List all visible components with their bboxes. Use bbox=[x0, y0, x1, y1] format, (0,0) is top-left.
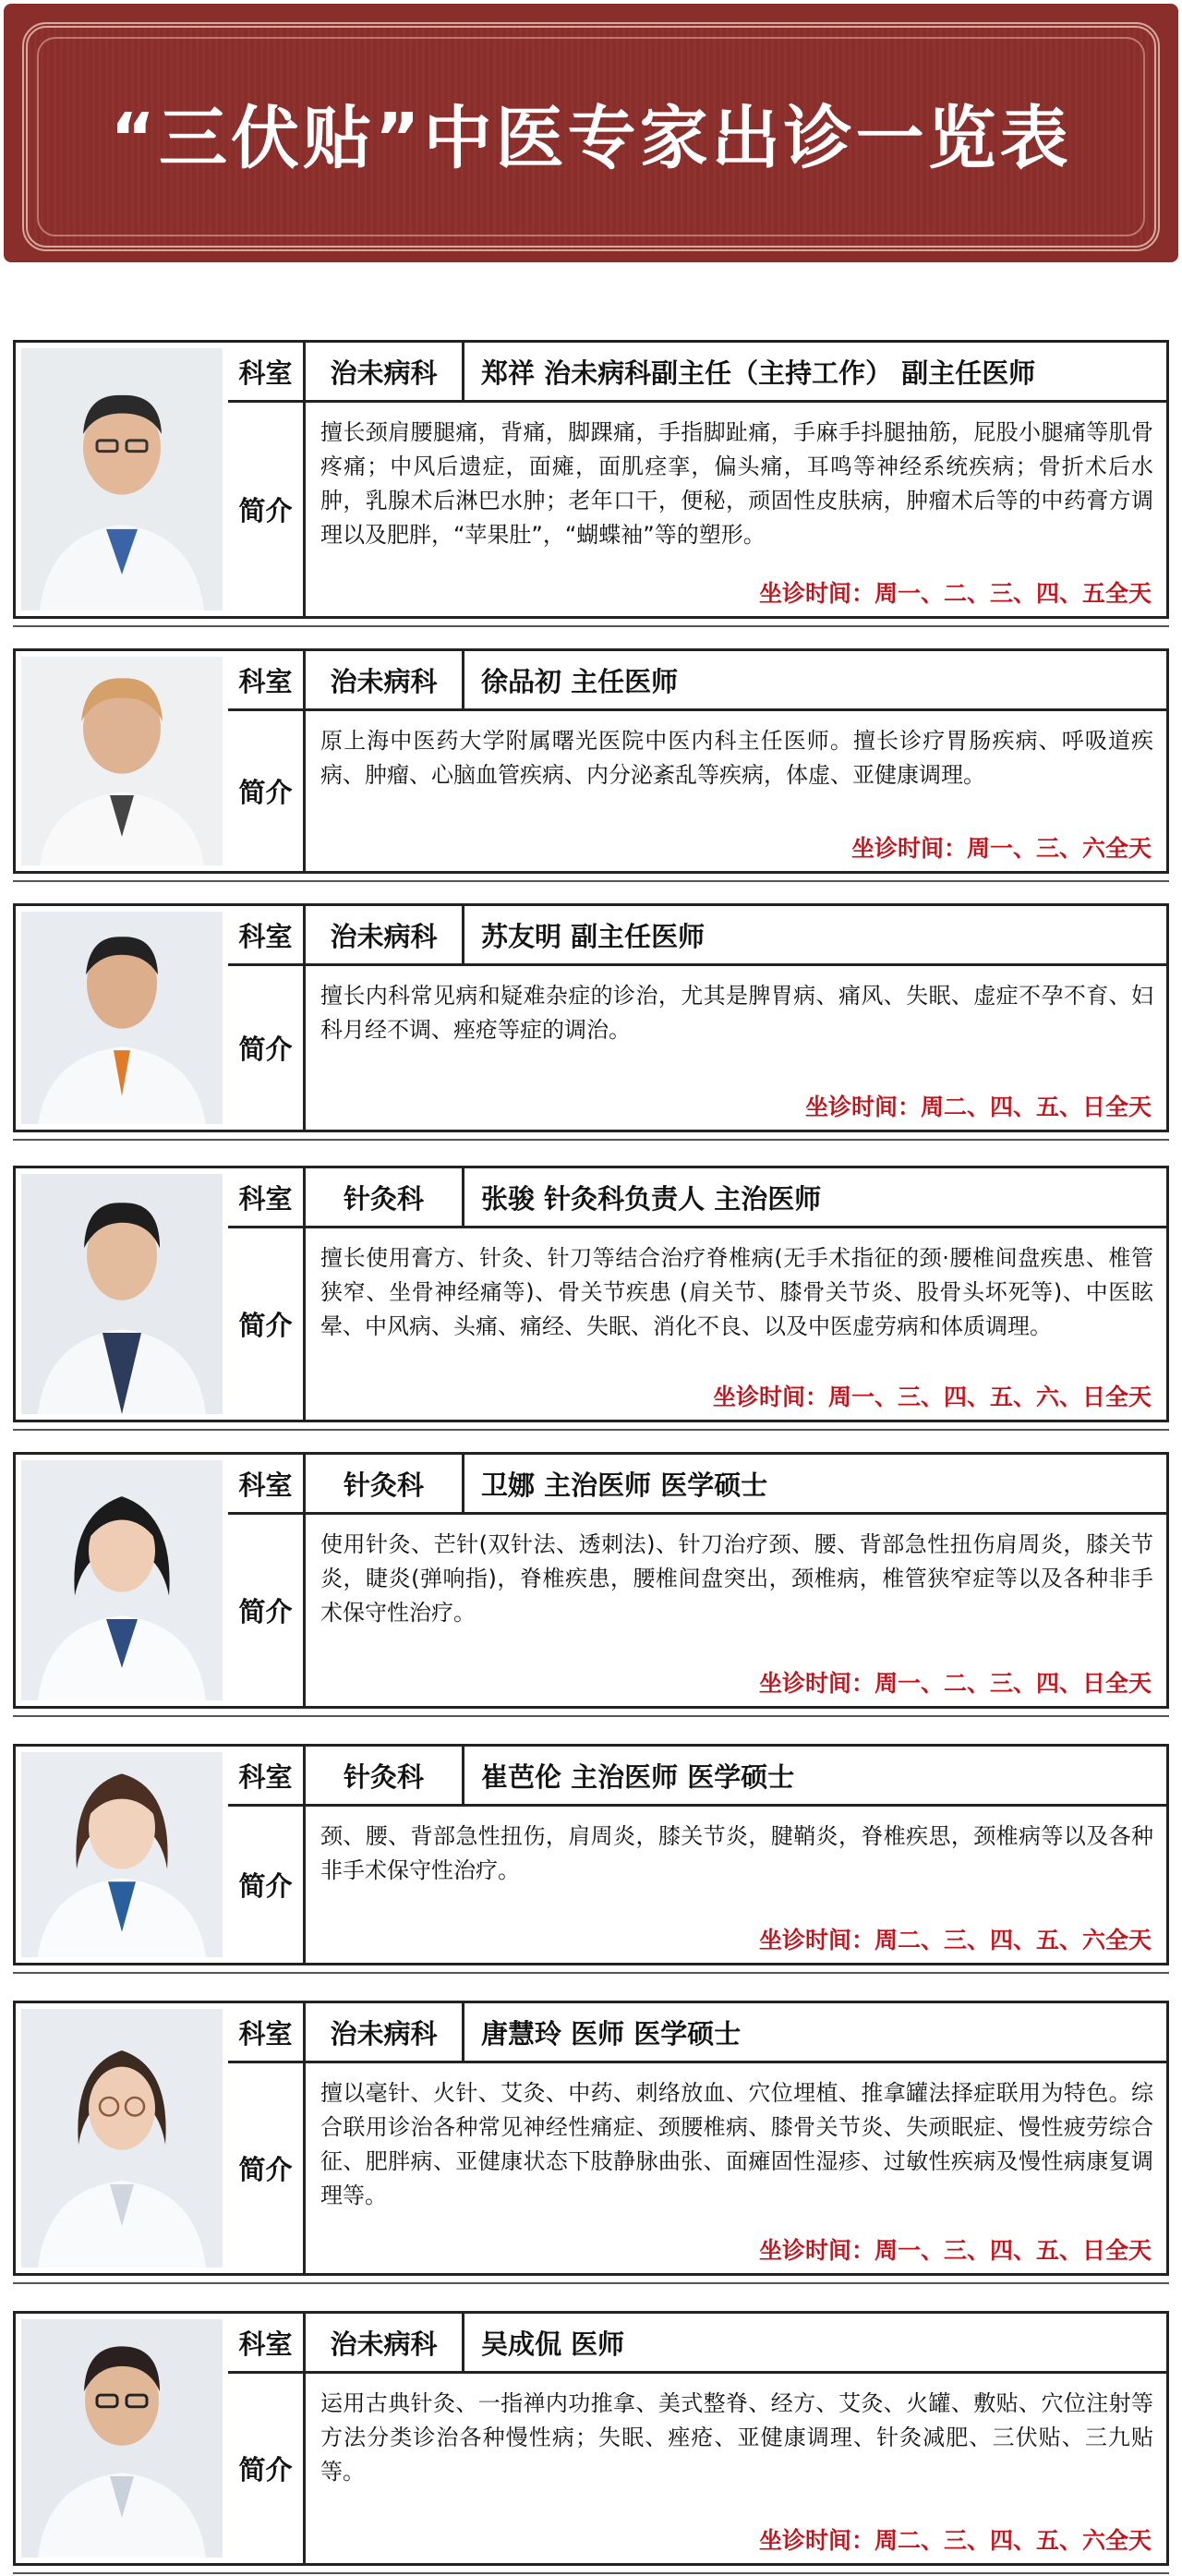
dept-label: 科室 bbox=[228, 343, 306, 400]
page-header bbox=[0, 0, 1182, 277]
doctor-intro: 使用针灸、芒针(双针法、透刺法)、针刀治疗颈、腰、背部急性扭伤肩周炎，膝关节炎，睫炎(弹响指)，脊椎疾患，腰椎间盘突出，颈椎病，椎管狭窄症等以及各种非手术保守性治疗。 bbox=[320, 1531, 1153, 1626]
clinic-schedule: 坐诊时间：周一、二、三、四、日全天 bbox=[758, 1670, 1152, 1697]
dept-label: 科室 bbox=[228, 1168, 306, 1226]
doctor-info: 卫娜 主治医师 医学硕士 bbox=[481, 1469, 768, 1501]
intro-label: 简介 bbox=[228, 2374, 306, 2563]
doctor-photo bbox=[21, 2319, 223, 2558]
clinic-schedule: 坐诊时间：周一、三、四、五、日全天 bbox=[758, 2237, 1152, 2264]
doctor-info: 张骏 针灸科负责人 主治医师 bbox=[481, 1182, 822, 1215]
doctor-info: 苏友明 副主任医师 bbox=[481, 920, 706, 952]
doctor-intro: 擅长颈肩腰腿痛，背痛，脚踝痛，手指脚趾痛，手麻手抖腿抽筋，屁股小腿痛等肌骨疼痛；中风后遗症，面瘫，面肌痉挛，偏头痛，耳鸣等神经系统疾病；骨折术后水肿，乳腺术后淋巴水肿；老年口干，便秘，顽固性皮肤病，肿瘤术后等的中药膏方调理以及肥胖，“苹果肚”，“蝴蝶袖”等的塑形。 bbox=[320, 419, 1153, 548]
doctor-card-3 bbox=[13, 903, 1169, 1132]
doctor-photo bbox=[21, 1752, 223, 1957]
intro-label: 简介 bbox=[228, 1228, 306, 1420]
page-title: “三伏贴”中医专家出诊一览表 bbox=[110, 99, 1072, 178]
department: 治未病科 bbox=[306, 2314, 464, 2371]
doctor-info: 吴成侃 医师 bbox=[481, 2328, 625, 2360]
department: 针灸科 bbox=[306, 1747, 464, 1804]
doctor-intro: 原上海中医药大学附属曙光医院中医内科主任医师。擅长诊疗胃肠疾病、呼吸道疾病、肿瘤、心脑血管疾病、内分泌紊乱等疾病，体虚、亚健康调理。 bbox=[320, 728, 1153, 788]
doctor-photo bbox=[21, 912, 223, 1124]
dept-label: 科室 bbox=[228, 1747, 306, 1804]
department: 针灸科 bbox=[306, 1455, 464, 1512]
doctor-photo bbox=[21, 348, 223, 611]
doctor-card-2 bbox=[13, 648, 1169, 874]
clinic-schedule: 坐诊时间：周二、四、五、日全天 bbox=[804, 1094, 1152, 1120]
doctor-intro: 颈、腰、背部急性扭伤，肩周炎，膝关节炎，腱鞘炎，脊椎疾思，颈椎病等以及各种非手术保守性治疗。 bbox=[320, 1823, 1153, 1883]
clinic-schedule: 坐诊时间：周一、三、六全天 bbox=[850, 835, 1152, 862]
clinic-schedule: 坐诊时间：周一、二、三、四、五全天 bbox=[758, 580, 1152, 607]
doctor-info: 唐慧玲 医师 医学硕士 bbox=[481, 2017, 742, 2050]
doctor-card-4 bbox=[13, 1166, 1169, 1422]
doctor-photo bbox=[21, 657, 223, 865]
dept-label: 科室 bbox=[228, 906, 306, 963]
intro-label: 简介 bbox=[228, 711, 306, 871]
clinic-schedule: 坐诊时间：周二、三、四、五、六全天 bbox=[758, 1927, 1152, 1953]
dept-label: 科室 bbox=[228, 2314, 306, 2371]
doctor-intro: 擅以毫针、火针、艾灸、中药、刺络放血、穴位埋植、推拿罐法择症联用为特色。综合联用诊治各种常见神经性痛症、颈腰椎病、膝骨关节炎、失顽眠症、慢性疲劳综合征、肥胖病、亚健康状态下肢静脉曲张、面瘫固性湿疹、过敏性疾病及慢性病康复调理等。 bbox=[320, 2080, 1153, 2208]
doctor-photo bbox=[21, 1174, 223, 1414]
doctor-intro: 擅长内科常见病和疑难杂症的诊治，尤其是脾胃病、痛风、失眠、虚症不孕不育、妇科月经不调、痤疮等症的调治。 bbox=[320, 983, 1153, 1043]
header-banner bbox=[4, 4, 1178, 262]
doctor-intro: 运用古典针灸、一指禅内功推拿、美式整脊、经方、艾灸、火罐、敷贴、穴位注射等方法分类诊治各种慢性病；失眠、痤疮、亚健康调理、针灸减肥、三伏贴、三九贴等。 bbox=[320, 2390, 1153, 2485]
doctor-info: 崔芭伦 主治医师 医学硕士 bbox=[481, 1760, 795, 1793]
doctor-photo bbox=[21, 1460, 223, 1700]
department: 治未病科 bbox=[306, 906, 464, 963]
dept-label: 科室 bbox=[228, 2003, 306, 2061]
doctor-card-5 bbox=[13, 1452, 1169, 1709]
department: 治未病科 bbox=[306, 651, 464, 708]
doctor-photo bbox=[21, 2009, 223, 2268]
doctor-card-6 bbox=[13, 1744, 1169, 1965]
doctor-info: 徐品初 主任医师 bbox=[481, 665, 679, 697]
intro-label: 简介 bbox=[228, 1515, 306, 1706]
department: 针灸科 bbox=[306, 1168, 464, 1226]
dept-label: 科室 bbox=[228, 651, 306, 708]
department: 治未病科 bbox=[306, 343, 464, 400]
intro-label: 简介 bbox=[228, 966, 306, 1130]
doctor-info: 郑祥 治未病科副主任（主持工作） 副主任医师 bbox=[481, 357, 1036, 389]
clinic-schedule: 坐诊时间：周二、三、四、五、六全天 bbox=[758, 2527, 1152, 2554]
clinic-schedule: 坐诊时间：周一、三、四、五、六、日全天 bbox=[712, 1384, 1152, 1410]
dept-label: 科室 bbox=[228, 1455, 306, 1512]
intro-label: 简介 bbox=[228, 1807, 306, 1963]
doctor-card-7 bbox=[13, 2001, 1169, 2276]
doctor-intro: 擅长使用膏方、针灸、针刀等结合治疗脊椎病(无手术指征的颈·腰椎间盘疾患、椎管狭窄、坐骨神经痛等)、骨关节疾患 (肩关节、膝骨关节炎、股骨头坏死等)、中医眩晕、中风病、头痛、痛经、失眠、消化不良、以及中医虚劳病和体质调理。 bbox=[320, 1245, 1153, 1339]
intro-label: 简介 bbox=[228, 2063, 306, 2273]
intro-label: 简介 bbox=[228, 403, 306, 616]
doctor-card-1 bbox=[13, 340, 1169, 619]
department: 治未病科 bbox=[306, 2003, 464, 2061]
doctor-card-8 bbox=[13, 2311, 1169, 2566]
